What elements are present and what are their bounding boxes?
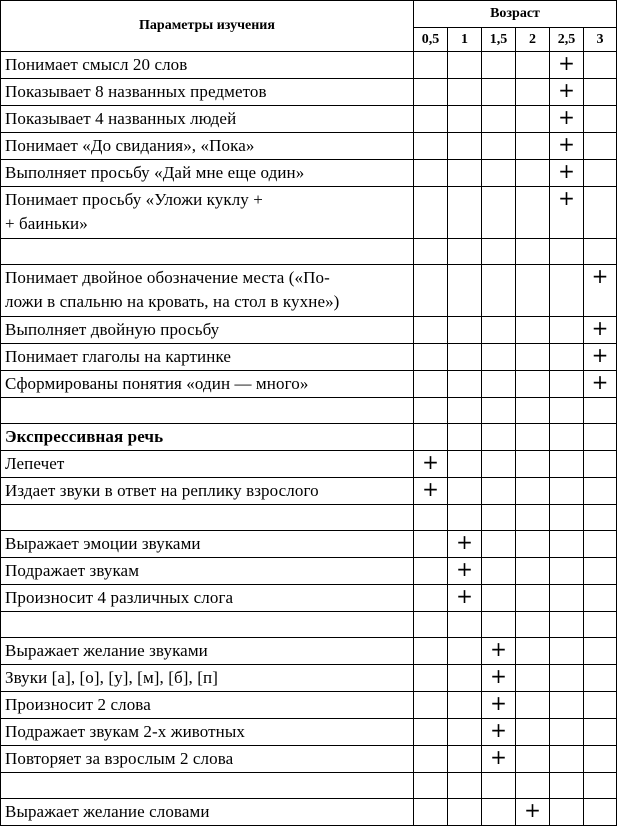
age-cell <box>448 52 482 79</box>
age-cell <box>414 52 448 79</box>
age-cell <box>482 317 516 344</box>
param-cell <box>1 719 414 746</box>
age-cell <box>516 773 550 799</box>
table-row <box>1 638 617 665</box>
plus-mark: + <box>422 477 439 501</box>
age-cell <box>414 719 448 746</box>
param-cell <box>1 187 414 239</box>
age-cell <box>550 451 584 478</box>
param-cell <box>1 558 414 585</box>
age-cell <box>482 52 516 79</box>
age-cell <box>550 478 584 505</box>
param-cell <box>1 478 414 505</box>
age-cell <box>516 79 550 106</box>
age-cell <box>448 371 482 398</box>
age-cell <box>482 719 516 746</box>
age-cell <box>550 187 584 239</box>
age-cell <box>414 692 448 719</box>
age-cell <box>516 638 550 665</box>
age-cell <box>414 665 448 692</box>
plus-mark: + <box>558 132 575 156</box>
table-row <box>1 665 617 692</box>
plus-mark: + <box>558 186 575 210</box>
age-cell <box>550 371 584 398</box>
age-cell <box>516 665 550 692</box>
age-cell <box>448 665 482 692</box>
spacer-row <box>1 612 617 638</box>
plus-mark: + <box>591 316 609 340</box>
age-cell <box>482 424 516 451</box>
age-cell <box>550 505 584 531</box>
age-cell <box>448 106 482 133</box>
section-heading <box>1 424 414 451</box>
age-cell <box>550 160 584 187</box>
age-cell <box>414 265 448 317</box>
age-cell <box>584 317 617 344</box>
age-cell <box>448 612 482 638</box>
age-cell <box>482 451 516 478</box>
age-cell <box>516 585 550 612</box>
age-cell <box>414 160 448 187</box>
table-row <box>1 799 617 826</box>
age-cell <box>584 424 617 451</box>
age-cell <box>550 265 584 317</box>
param-text: Произносит 2 слова <box>5 695 151 714</box>
age-cell <box>448 239 482 265</box>
age-col-header: 2,5 <box>550 28 584 52</box>
param-text: Произносит 4 различных слога <box>5 588 234 607</box>
age-cell <box>414 79 448 106</box>
age-cell <box>550 799 584 826</box>
table-body <box>1 52 617 826</box>
param-text: Выражает желание звуками <box>5 641 208 660</box>
age-cell <box>550 638 584 665</box>
plus-mark: + <box>456 557 473 581</box>
age-cell <box>482 478 516 505</box>
age-cell <box>584 478 617 505</box>
param-cell <box>1 133 414 160</box>
age-cell <box>584 665 617 692</box>
age-cell <box>414 478 448 505</box>
age-cell <box>414 398 448 424</box>
param-text: Повторяет за взрослым 2 слова <box>5 749 234 768</box>
age-cell <box>584 265 617 317</box>
param-text: Сформированы понятия «один — много» <box>5 374 309 393</box>
age-cell <box>482 638 516 665</box>
plus-mark: + <box>490 718 507 742</box>
age-cell <box>550 398 584 424</box>
table-row <box>1 106 617 133</box>
plus-mark: + <box>422 450 439 474</box>
age-cell <box>482 106 516 133</box>
table-row <box>1 344 617 371</box>
age-cell <box>550 239 584 265</box>
plus-mark: + <box>456 530 473 554</box>
age-cell <box>516 265 550 317</box>
age-header: Возраст <box>414 1 617 28</box>
spacer-row <box>1 773 617 799</box>
age-cell <box>448 505 482 531</box>
age-cell <box>414 317 448 344</box>
param-cell <box>1 160 414 187</box>
age-cell <box>448 773 482 799</box>
param-text: + баиньки» <box>5 214 88 233</box>
plus-mark: + <box>490 637 507 661</box>
age-cell <box>482 344 516 371</box>
param-cell <box>1 773 414 799</box>
age-cell <box>584 531 617 558</box>
table-row <box>1 692 617 719</box>
spacer-row <box>1 398 617 424</box>
plus-mark: + <box>558 105 575 129</box>
spacer-row <box>1 505 617 531</box>
age-cell <box>448 424 482 451</box>
param-cell <box>1 239 414 265</box>
age-cell <box>584 746 617 773</box>
age-cell <box>482 160 516 187</box>
age-cell <box>516 799 550 826</box>
age-cell <box>414 106 448 133</box>
param-text: Подражает звукам 2-х животных <box>5 722 246 741</box>
age-cell <box>516 692 550 719</box>
param-cell <box>1 317 414 344</box>
age-cell <box>550 585 584 612</box>
age-cell <box>516 187 550 239</box>
table-row <box>1 265 617 317</box>
age-cell <box>584 719 617 746</box>
table-row <box>1 187 617 239</box>
age-cell <box>516 531 550 558</box>
table-row <box>1 424 617 451</box>
age-cell <box>516 133 550 160</box>
param-text: Выполняет просьбу «Дай мне еще один» <box>5 163 305 182</box>
age-cell <box>584 773 617 799</box>
age-cell <box>482 79 516 106</box>
param-cell <box>1 505 414 531</box>
param-text: Лепечет <box>5 454 65 473</box>
table-row <box>1 585 617 612</box>
age-cell <box>414 773 448 799</box>
age-cell <box>516 317 550 344</box>
age-cell <box>550 612 584 638</box>
age-cell <box>448 585 482 612</box>
plus-mark: + <box>490 691 507 715</box>
age-cell <box>448 344 482 371</box>
plus-mark: + <box>558 78 575 102</box>
param-cell <box>1 371 414 398</box>
plus-mark: + <box>558 51 575 75</box>
age-cell <box>414 344 448 371</box>
plus-mark: + <box>591 264 609 288</box>
table-row <box>1 317 617 344</box>
age-cell <box>550 773 584 799</box>
param-cell <box>1 612 414 638</box>
param-cell <box>1 79 414 106</box>
age-cell <box>584 239 617 265</box>
age-cell <box>516 746 550 773</box>
age-cell <box>516 160 550 187</box>
param-cell <box>1 106 414 133</box>
param-text: Выражает желание словами <box>5 802 210 821</box>
age-cell <box>414 451 448 478</box>
param-text: Выполняет двойную просьбу <box>5 320 220 339</box>
age-cell <box>448 398 482 424</box>
age-cell <box>482 612 516 638</box>
age-cell <box>516 344 550 371</box>
age-cell <box>584 160 617 187</box>
age-cell <box>414 239 448 265</box>
age-cell <box>550 558 584 585</box>
age-cell <box>482 692 516 719</box>
age-cell <box>584 585 617 612</box>
age-cell <box>584 371 617 398</box>
age-cell <box>516 505 550 531</box>
age-cell <box>482 531 516 558</box>
age-cell <box>550 531 584 558</box>
age-cell <box>550 665 584 692</box>
age-cell <box>550 133 584 160</box>
age-cell <box>482 799 516 826</box>
age-cell <box>414 531 448 558</box>
param-cell <box>1 52 414 79</box>
age-cell <box>448 531 482 558</box>
param-cell <box>1 585 414 612</box>
age-cell <box>516 612 550 638</box>
age-cell <box>482 505 516 531</box>
table-row <box>1 160 617 187</box>
age-cell <box>584 638 617 665</box>
param-cell <box>1 265 414 317</box>
plus-mark: + <box>524 798 541 822</box>
age-cell <box>414 558 448 585</box>
age-cell <box>448 160 482 187</box>
age-cell <box>448 719 482 746</box>
age-col-header: 1 <box>448 28 482 52</box>
age-col-header: 0,5 <box>414 28 448 52</box>
spacer-row <box>1 239 617 265</box>
plus-mark: + <box>456 584 473 608</box>
age-cell <box>516 451 550 478</box>
age-cell <box>516 106 550 133</box>
plus-mark: + <box>591 370 609 394</box>
param-cell <box>1 398 414 424</box>
age-cell <box>584 558 617 585</box>
age-cell <box>448 478 482 505</box>
param-cell <box>1 451 414 478</box>
param-text: Понимает смысл 20 слов <box>5 55 188 74</box>
params-header: Параметры изучения <box>1 1 414 52</box>
age-col-header: 2 <box>516 28 550 52</box>
age-cell <box>448 746 482 773</box>
age-cell <box>482 746 516 773</box>
table-row <box>1 719 617 746</box>
age-cell <box>584 398 617 424</box>
age-cell <box>584 799 617 826</box>
age-cell <box>584 79 617 106</box>
age-cell <box>448 638 482 665</box>
age-cell <box>550 424 584 451</box>
age-cell <box>414 505 448 531</box>
param-cell <box>1 746 414 773</box>
age-cell <box>482 133 516 160</box>
age-cell <box>482 773 516 799</box>
age-cell <box>550 746 584 773</box>
age-cell <box>482 585 516 612</box>
age-cell <box>516 52 550 79</box>
plus-mark: + <box>591 343 609 367</box>
param-cell <box>1 638 414 665</box>
age-cell <box>584 344 617 371</box>
age-cell <box>550 106 584 133</box>
age-cell <box>448 317 482 344</box>
age-cell <box>482 239 516 265</box>
age-cell <box>584 451 617 478</box>
param-text: Экспрессивная речь <box>5 427 164 446</box>
age-cell <box>414 746 448 773</box>
param-cell <box>1 799 414 826</box>
age-cell <box>448 133 482 160</box>
table-row <box>1 531 617 558</box>
age-cell <box>584 106 617 133</box>
param-cell <box>1 531 414 558</box>
param-text: Показывает 4 названных людей <box>5 109 237 128</box>
age-cell <box>550 344 584 371</box>
table-row <box>1 371 617 398</box>
table-row <box>1 52 617 79</box>
age-cell <box>448 187 482 239</box>
age-cell <box>448 265 482 317</box>
age-cell <box>584 52 617 79</box>
age-cell <box>414 424 448 451</box>
table-row <box>1 79 617 106</box>
age-cell <box>414 612 448 638</box>
age-cell <box>584 187 617 239</box>
param-cell <box>1 344 414 371</box>
age-cell <box>584 505 617 531</box>
age-cell <box>584 692 617 719</box>
age-cell <box>482 371 516 398</box>
age-cell <box>516 558 550 585</box>
table-row <box>1 746 617 773</box>
age-cell <box>550 692 584 719</box>
age-cell <box>448 79 482 106</box>
param-text: Понимает двойное обозначение места («По- <box>5 268 330 287</box>
age-cell <box>550 317 584 344</box>
age-cell <box>516 478 550 505</box>
age-cell <box>414 799 448 826</box>
age-cell <box>414 187 448 239</box>
age-cell <box>550 719 584 746</box>
param-cell <box>1 665 414 692</box>
age-cell <box>550 79 584 106</box>
param-text: Понимает «До свидания», «Пока» <box>5 136 255 155</box>
age-cell <box>482 187 516 239</box>
param-text: Выражает эмоции звуками <box>5 534 201 553</box>
param-text: Понимает просьбу «Уложи куклу + <box>5 190 263 209</box>
age-cell <box>584 133 617 160</box>
age-cell <box>448 692 482 719</box>
table-row <box>1 133 617 160</box>
age-cell <box>482 398 516 424</box>
age-cell <box>482 265 516 317</box>
plus-mark: + <box>490 664 507 688</box>
age-cell <box>516 424 550 451</box>
age-cell <box>448 451 482 478</box>
age-cell <box>550 52 584 79</box>
table-row <box>1 478 617 505</box>
age-cell <box>516 398 550 424</box>
age-cell <box>448 558 482 585</box>
param-text: ложи в спальню на кровать, на стол в кухне») <box>5 292 340 311</box>
plus-mark: + <box>490 745 507 769</box>
age-cell <box>414 133 448 160</box>
age-cell <box>414 638 448 665</box>
age-col-header: 3 <box>584 28 617 52</box>
age-cell <box>482 558 516 585</box>
table-row <box>1 451 617 478</box>
param-text: Звуки [а], [о], [у], [м], [б], [п] <box>5 668 218 687</box>
age-cell <box>516 371 550 398</box>
age-cell <box>516 239 550 265</box>
param-text: Показывает 8 названных предметов <box>5 82 267 101</box>
age-cell <box>448 799 482 826</box>
param-text: Подражает звукам <box>5 561 140 580</box>
plus-mark: + <box>558 159 575 183</box>
age-cell <box>482 665 516 692</box>
param-text: Издает звуки в ответ на реплику взрослого <box>5 481 319 500</box>
age-cell <box>516 719 550 746</box>
age-cell <box>584 612 617 638</box>
age-cell <box>414 585 448 612</box>
age-cell <box>414 371 448 398</box>
table-row <box>1 558 617 585</box>
param-text: Понимает глаголы на картинке <box>5 347 232 366</box>
age-col-header: 1,5 <box>482 28 516 52</box>
param-cell <box>1 692 414 719</box>
